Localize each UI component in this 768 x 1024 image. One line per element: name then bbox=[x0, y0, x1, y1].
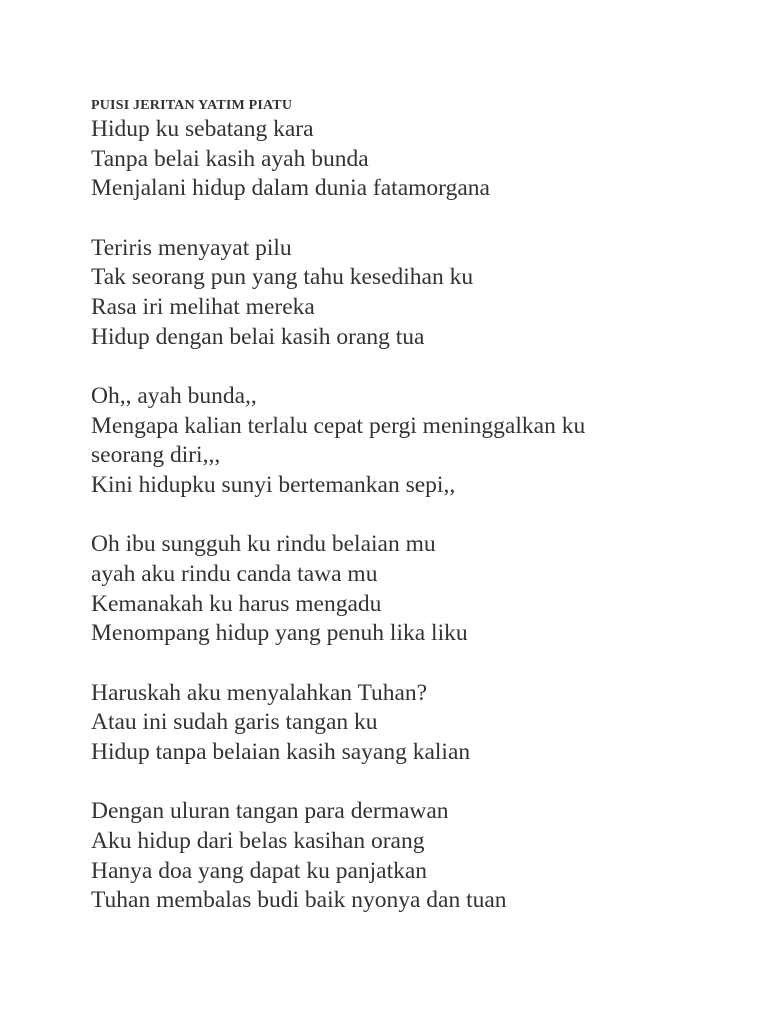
poem-line: Mengapa kalian terlalu cepat pergi meninggalkan ku bbox=[91, 412, 586, 439]
stanza-2 bbox=[91, 234, 731, 353]
poem-line: Tuhan membalas budi baik nyonya dan tuan bbox=[91, 887, 507, 914]
poem-line: Atau ini sudah garis tangan ku bbox=[91, 709, 378, 736]
poem-title: PUISI JERITAN YATIM PIATU bbox=[91, 98, 293, 113]
stanza-3 bbox=[91, 382, 731, 501]
poem-line: Dengan uluran tangan para dermawan bbox=[91, 798, 449, 825]
poem-line: Hidup ku sebatang kara bbox=[91, 116, 314, 142]
stanza-1 bbox=[91, 115, 731, 204]
poem-line: Hidup dengan belai kasih orang tua bbox=[91, 323, 425, 350]
stanza-6 bbox=[91, 797, 731, 916]
poem-line: Rasa iri melihat mereka bbox=[91, 294, 315, 321]
poem-line: Menompang hidup yang penuh lika liku bbox=[91, 620, 468, 647]
stanza-4 bbox=[91, 530, 731, 649]
document-page bbox=[91, 97, 731, 945]
poem-line: Menjalani hidup dalam dunia fatamorgana bbox=[91, 175, 490, 202]
poem-line: ayah aku rindu canda tawa mu bbox=[91, 560, 378, 587]
poem-line: Aku hidup dari belas kasihan orang bbox=[91, 827, 425, 854]
poem-line: seorang diri,,, bbox=[91, 442, 221, 469]
poem-line: Hanya doa yang dapat ku panjatkan bbox=[91, 857, 428, 884]
poem-line: Haruskah aku menyalahkan Tuhan? bbox=[91, 679, 428, 706]
poem-line: Oh,, ayah bunda,, bbox=[91, 382, 257, 409]
poem-line: Kini hidupku sunyi bertemankan sepi,, bbox=[91, 472, 456, 499]
stanza-5 bbox=[91, 679, 731, 768]
poem-line: Tanpa belai kasih ayah bunda bbox=[91, 145, 369, 172]
poem-line: Teriris menyayat pilu bbox=[91, 234, 292, 261]
poem-line: Oh ibu sungguh ku rindu belaian mu bbox=[91, 531, 436, 558]
poem-line: Hidup tanpa belaian kasih sayang kalian bbox=[91, 738, 471, 765]
poem-line: Kemanakah ku harus mengadu bbox=[91, 590, 382, 617]
poem-line: Tak seorang pun yang tahu kesedihan ku bbox=[91, 264, 474, 291]
